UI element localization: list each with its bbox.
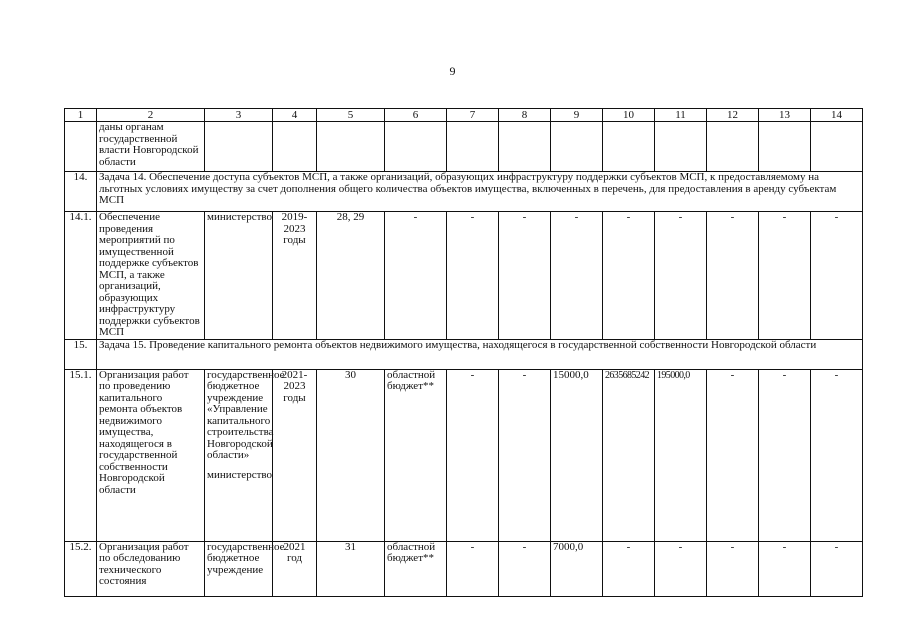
value-cell: 195000,0 [655, 369, 707, 541]
executor-text: министерство [207, 468, 273, 481]
value-cell: - [499, 212, 551, 340]
task-text: Задача 14. Обеспечение доступа субъектов МСП, а также организаций, образующих инфраструктуру поддержки субъектов МСП, к предоставляемому на льготных условиях имуществу за счет дополнения общего количества объектов имущества, включенных в перечень, для предоставления в аренду субъектам МСП [97, 172, 863, 212]
header-cell: 1 [65, 109, 97, 122]
executor-text: государственное бюджетное учреждение «Управление капитального строительства Новгородской области» [207, 368, 285, 461]
header-cell: 13 [759, 109, 811, 122]
value-cell: - [759, 212, 811, 340]
task-number: 14. [65, 172, 97, 212]
row-name-cell: Организация работ по обследованию технического состояния [97, 541, 205, 596]
table-row [65, 122, 863, 172]
value-cell: - [551, 212, 603, 340]
row-number: 14.1. [65, 212, 97, 340]
value-cell: - [447, 541, 499, 596]
value-cell: - [655, 541, 707, 596]
header-cell: 5 [317, 109, 385, 122]
table-row [65, 212, 863, 340]
value-cell: - [707, 369, 759, 541]
period-cell: 2021-2023 годы [273, 369, 317, 541]
header-cell: 9 [551, 109, 603, 122]
value-cell: - [811, 369, 863, 541]
table-row [65, 541, 863, 596]
page-number: 9 [449, 64, 456, 78]
source-cell: - [385, 212, 447, 340]
value-cell: 15000,0 [551, 369, 603, 541]
targets-cell: 30 [317, 369, 385, 541]
task-row [65, 172, 863, 212]
row-number: 15.1. [65, 369, 97, 541]
header-cell: 2 [97, 109, 205, 122]
row-number: 15.2. [65, 541, 97, 596]
header-cell: 11 [655, 109, 707, 122]
source-cell: областной бюджет** [385, 541, 447, 596]
value-cell: 7000,0 [551, 541, 603, 596]
period-cell: 2021 год [273, 541, 317, 596]
value-cell: - [603, 212, 655, 340]
row-name-cell: даны органам государственной власти Новгородской области [97, 122, 205, 172]
value-cell: - [707, 212, 759, 340]
header-cell: 12 [707, 109, 759, 122]
table-row [65, 369, 863, 541]
row-name-cell: Обеспечение проведения мероприятий по имущественной поддержке субъектов МСП, а также организаций, образующих инфраструктуру поддержки субъектов МСП [97, 212, 205, 340]
value-cell: - [447, 369, 499, 541]
targets-cell: 31 [317, 541, 385, 596]
header-cell: 10 [603, 109, 655, 122]
period-cell: 2019-2023 годы [273, 212, 317, 340]
row-name-cell: Организация работ по проведению капитального ремонта объектов недвижимого имущества, находящегося в государственной собственности Новгородской области [97, 369, 205, 541]
value-cell: - [759, 541, 811, 596]
header-cell: 4 [273, 109, 317, 122]
executor-cell [205, 368, 285, 541]
value-cell: - [499, 541, 551, 596]
header-cell: 7 [447, 109, 499, 122]
value-cell: - [811, 212, 863, 340]
value-cell: - [499, 369, 551, 541]
header-row [65, 109, 863, 122]
executor-cell: государственное бюджетное учреждение [205, 541, 273, 596]
targets-cell: 28, 29 [317, 212, 385, 340]
value-cell: - [707, 541, 759, 596]
value-cell: 2635685242 [603, 369, 655, 541]
header-cell: 14 [811, 109, 863, 122]
header-cell: 3 [205, 109, 273, 122]
value-cell: - [759, 369, 811, 541]
header-cell: 6 [385, 109, 447, 122]
source-cell: областной бюджет** [385, 369, 447, 541]
value-cell: - [655, 212, 707, 340]
value-cell: - [603, 541, 655, 596]
value-cell: - [447, 212, 499, 340]
task-text: Задача 15. Проведение капитального ремонта объектов недвижимого имущества, находящегося в государственной собственности Новгородской области [97, 339, 863, 369]
activities-table [64, 108, 863, 597]
task-row [65, 339, 863, 369]
header-cell: 8 [499, 109, 551, 122]
value-cell: - [811, 541, 863, 596]
executor-cell: министерство [205, 212, 273, 340]
task-number: 15. [65, 339, 97, 369]
